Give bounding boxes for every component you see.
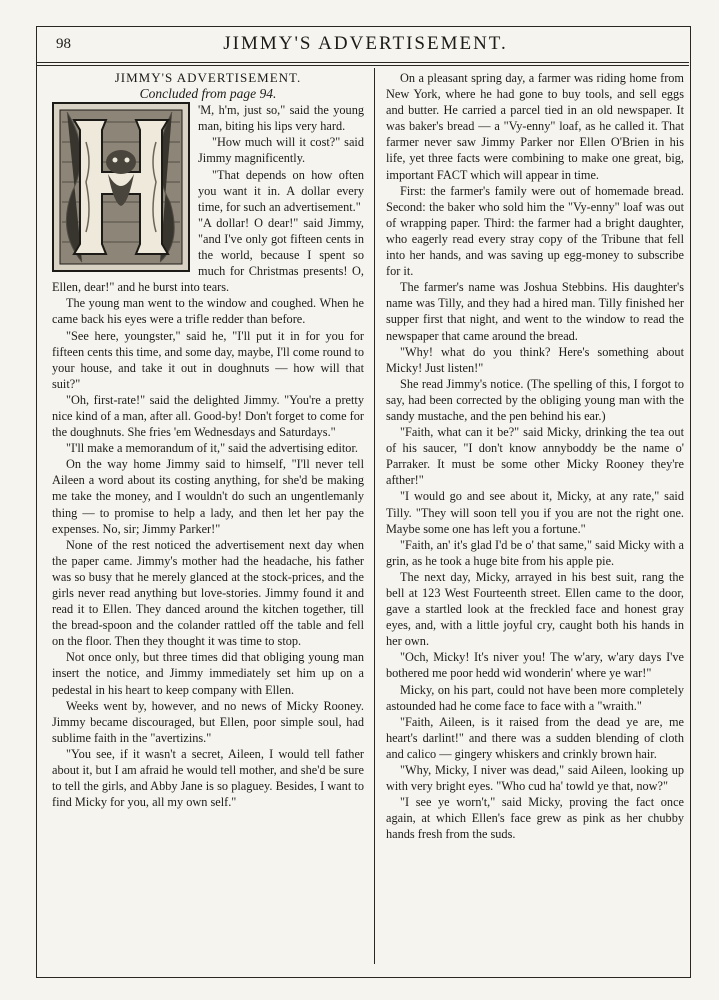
paragraph: "See here, youngster," said he, "I'll put it in for you for fifteen cents this time, and some day, maybe, I'll come round to your house, and take it out in doughnuts — how will that suit?" [52, 328, 364, 391]
running-title: JIMMY'S ADVERTISEMENT. [223, 33, 508, 54]
paragraph: "Och, Micky! It's niver you! The w'ary, w'ary days I've bothered me poor hedd wid wonderin' where ye war!" [386, 650, 684, 681]
paragraph: Micky, on his part, could not have been more completely astounded had he come face to face with a "wraith." [386, 682, 684, 713]
paragraph: On a pleasant spring day, a farmer was riding home from New York, where he had gone to buy tools, and sell eggs and butter. He carried a parcel tied in an old newspaper. It was baker's bread — a "Vy-enny" loaf, as he called it. That farmer never saw Jimmy Parker nor Ellen O'Brien in his life, yet three facts were combining to make one great, big, important FACT which will appear in time. [386, 71, 684, 182]
article-title: JIMMY'S ADVERTISEMENT. [114, 70, 302, 85]
paragraph: "I see ye worn't," said Micky, proving the fact once again, at which Ellen's face grew as pink as her chubby hands fresh from the suds. [386, 795, 684, 842]
header-rule-thin [36, 65, 689, 66]
concluded-note: Concluded from page 94. [139, 86, 277, 102]
paragraph: "You see, if it wasn't a secret, Aileen, I would tell father about it, but I am afraid he would tell mother, and she'd be sure to tell the girls, and Abby Jane is so plaguey. Besides, I want to find Micky for you, all my own self." [52, 746, 364, 810]
paragraph: "A dollar! O dear!" said Jimmy, "and I've only got fifteen cents in the world, because I spent so much for Christmas presents! O, Ellen, dear!" and he burst into tears. [52, 215, 364, 295]
paragraph: "That depends on how often you want it in. A dollar every time, for such an advertisement." [198, 167, 364, 214]
page-number: 98 [56, 36, 71, 52]
column-divider [374, 68, 375, 964]
running-header [48, 30, 683, 60]
paragraph: "I'll make a memorandum of it," said the advertising editor. [66, 441, 358, 456]
paragraph: On the way home Jimmy said to himself, "I'll never tell Aileen a word about its costing anything, for she'd be making me take the money, and I wouldn't do such an ungentlemanly thing — to promise to help a lady, and then let her pay the expenses. No, sir; Jimmy Parker!" [52, 457, 364, 536]
paragraph: The next day, Micky, arrayed in his best suit, rang the bell at 123 West Fourteenth street. Ellen came to the door, gave a startled look at the freckled face and honest gray eyes, and, with a little joyful cry, caught both his hands in her own. [386, 569, 684, 649]
paragraph: "Why, Micky, I niver was dead," said Aileen, looking up with very bright eyes. "Who cud ha' towld ye that, now?" [386, 763, 684, 794]
header-rule [36, 62, 689, 63]
paragraph: Weeks went by, however, and no news of Micky Rooney. Jimmy became discouraged, but Ellen, poor simple soul, had sublime faith in the "avertizins." [52, 698, 364, 745]
paragraph: "Faith, Aileen, is it raised from the dead ye are, me heart's darlint!" and there was a sudden blending of cloth and calico — gingery whiskers and crinkly brown hair. [386, 714, 684, 761]
paragraph: First: the farmer's family were out of homemade bread. Second: the baker who sold him the "Vy-enny" loaf was out of wrapping paper. Third: the farmer had a bright daughter, who eagerly read every stray copy of the Tribune that fell into her hands, and was saving up egg-money to subscribe for it. [386, 183, 684, 279]
paragraph: None of the rest noticed the advertisement next day when the paper came. Jimmy's mother had the headache, his father was so busy that he merely glanced at the stock-prices, and the girls never read anything but love-stories. Jimmy found it and read it to Ellen. They danced around the kitchen together, till the bread-spoon and the colander rattled off the table and fell on the floor. Then they thought it was time to stop. [52, 537, 364, 649]
paragraph: Not once only, but three times did that obliging young man insert the notice, and Jimmy immediately set him up on a pedestal in his heart to keep company with Ellen. [52, 650, 364, 697]
paragraph: The young man went to the window and coughed. When he came back his eyes were a trifle redder than before. [52, 296, 364, 327]
ornamental-initial-h-icon [52, 102, 190, 272]
paragraph: "How much will it cost?" said Jimmy magnificently. [198, 135, 364, 166]
paragraph: "I would go and see about it, Micky, at any rate," said Tilly. "They will soon tell you if you are not the right one. Maybe some one has left you a fortune." [386, 489, 684, 536]
paragraph: 'M, h'm, just so," said the young man, biting his lips very hard. [198, 103, 364, 134]
paragraph: The farmer's name was Joshua Stebbins. His daughter's name was Tilly, and they had a hired man. Tilly finished her supper first that night, and went to the window to read the newspaper that came around the bread. [386, 280, 684, 343]
paragraph: "Faith, what can it be?" said Micky, drinking the tea out of his saucer, "I don't know annyboddy be the name o' Parraker. It must be some other Micky Rooney they're afther!" [386, 425, 684, 488]
paragraph: "Why! what do you think? Here's something about Micky! Just listen!" [386, 344, 684, 375]
paragraph: She read Jimmy's notice. (The spelling of this, I forgot to say, had been corrected by the obliging young man with the sandy mustache, and the pen behind his ear.) [386, 376, 684, 423]
paragraph: "Faith, an' it's glad I'd be o' that same," said Micky with a grin, as he took a huge bite from his apple pie. [386, 537, 684, 568]
right-column [386, 70, 684, 843]
left-column [52, 70, 364, 810]
paragraph: "Oh, first-rate!" said the delighted Jimmy. "You're a pretty nice kind of a man, after all. Good-by! Don't forget to come for the doughnuts. She fries 'em Wednesdays and Saturdays." [52, 392, 364, 440]
